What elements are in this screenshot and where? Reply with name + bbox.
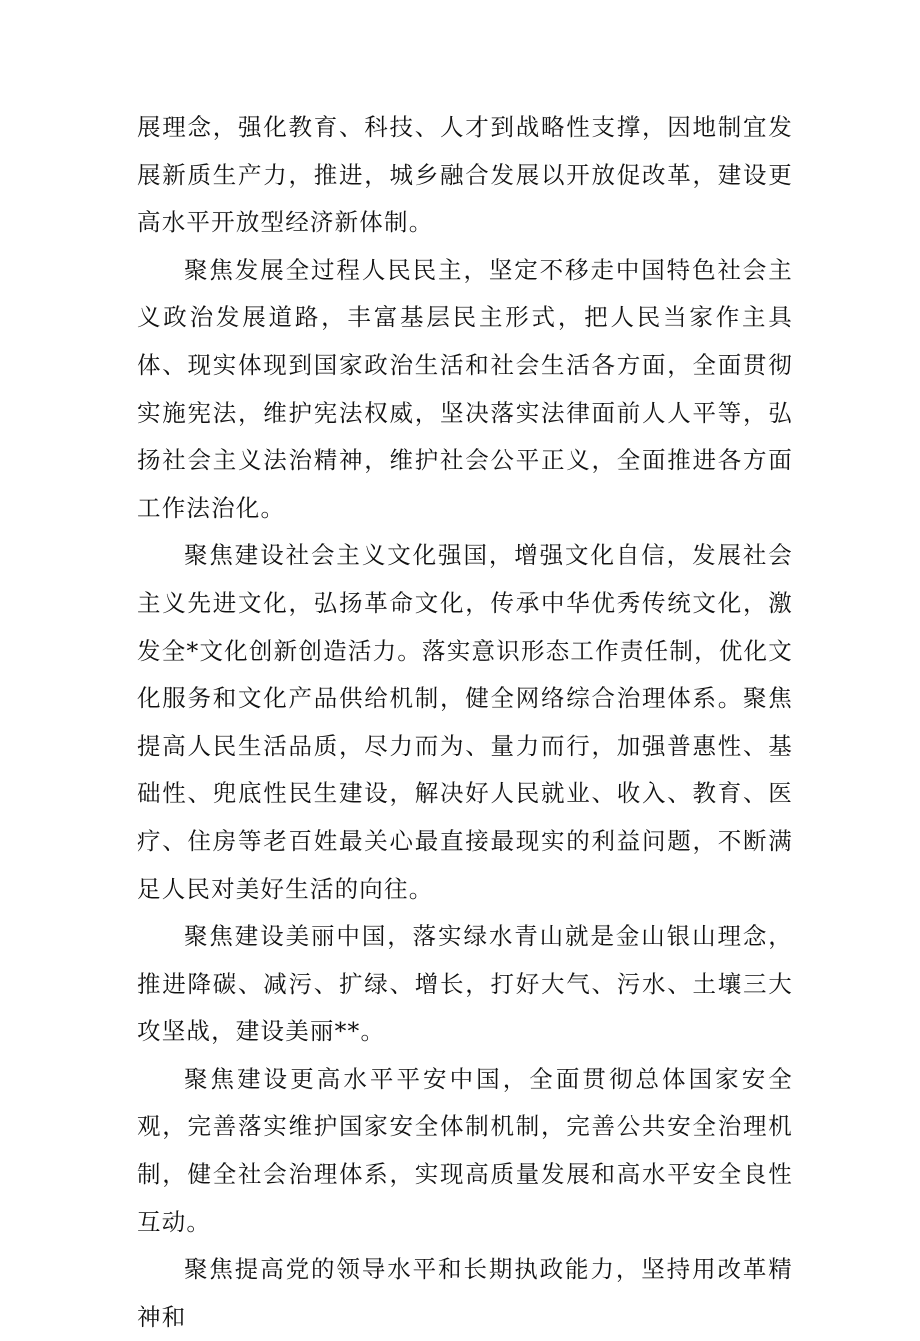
paragraph-party-leadership: 聚焦提高党的领导水平和长期执政能力，坚持用改革精神和	[137, 1255, 793, 1331]
paragraph-culture: 聚焦建设社会主义文化强国，增强文化自信，发展社会主义先进文化，弘扬革命文化，传承中华优秀传统文化，激发全*文化创新创造活力。落实意识形态工作责任制，优化文化服务和文化产品供给机制，健全网络综合治理体系。聚焦提高人民生活品质，尽力而为、量力而行，加强普惠性、基础性、兜底性民生建设，解决好人民就业、收入、教育、医疗、住房等老百姓最关心最直接最现实的利益问题，不断满足人民对美好生活的向往。	[137, 541, 793, 903]
paragraph-safe-china: 聚焦建设更高水平平安中国，全面贯彻总体国家安全观，完善落实维护国家安全体制机制，完善公共安全治理机制，健全社会治理体系，实现高质量发展和高水平安全良性互动。	[137, 1064, 793, 1236]
paragraph-beautiful-china: 聚焦建设美丽中国，落实绿水青山就是金山银山理念，推进降碳、减污、扩绿、增长，打好大气、污水、土壤三大攻坚战，建设美丽**。	[137, 922, 793, 1046]
paragraph-democracy: 聚焦发展全过程人民民主，坚定不移走中国特色社会主义政治发展道路，丰富基层民主形式，把人民当家作主具体、现实体现到国家政治生活和社会生活各方面，全面贯彻实施宪法，维护宪法权威，坚决落实法律面前人人平等，弘扬社会主义法治精神，维护社会公平正义，全面推进各方面工作法治化。	[137, 255, 793, 522]
paragraph-continued: 展理念，强化教育、科技、人才到战略性支撑，因地制宜发展新质生产力，推进，城乡融合发展以开放促改革，建设更高水平开放型经济新体制。	[137, 113, 793, 237]
document-body	[137, 104, 793, 1341]
